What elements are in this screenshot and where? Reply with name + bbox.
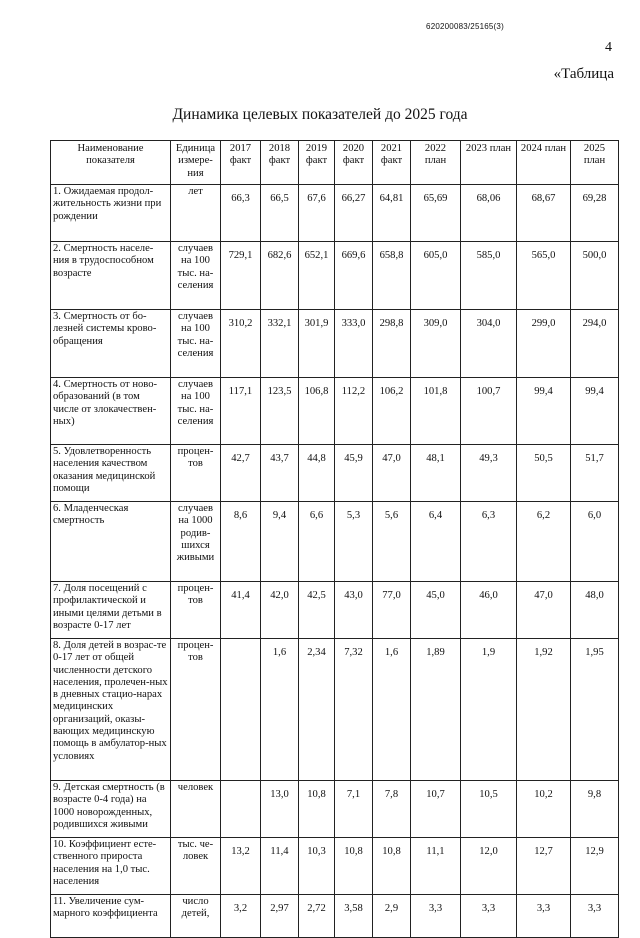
value-cell: 51,7 <box>571 445 619 502</box>
value-cell: 1,9 <box>461 639 517 781</box>
value-cell: 605,0 <box>411 242 461 310</box>
value-cell: 46,0 <box>461 582 517 639</box>
value-cell: 682,6 <box>261 242 299 310</box>
value-cell: 41,4 <box>221 582 261 639</box>
unit-cell: лет <box>171 185 221 242</box>
value-cell: 309,0 <box>411 310 461 378</box>
value-cell: 112,2 <box>335 378 373 445</box>
indicator-name-cell: 4. Смертность от ново-образований (в том числе от злокачествен-ных) <box>51 378 171 445</box>
indicator-name-cell: 3. Смертность от бо-лезней системы крово-обращения <box>51 310 171 378</box>
value-cell: 45,0 <box>411 582 461 639</box>
value-cell: 7,8 <box>373 781 411 838</box>
indicator-name-cell: 6. Младенческая смертность <box>51 502 171 582</box>
value-cell: 13,2 <box>221 838 261 895</box>
unit-cell: процен-тов <box>171 582 221 639</box>
unit-cell: случаев на 100 тыс. на-селения <box>171 378 221 445</box>
indicator-name-cell: 10. Коэффициент есте-ственного прироста населения на 1,0 тыс. населения <box>51 838 171 895</box>
value-cell: 669,6 <box>335 242 373 310</box>
table-label: «Таблица <box>553 66 614 82</box>
value-cell: 66,3 <box>221 185 261 242</box>
table-row <box>51 378 619 445</box>
column-header: 2017 факт <box>221 141 261 185</box>
column-header: 2018 факт <box>261 141 299 185</box>
value-cell: 66,5 <box>261 185 299 242</box>
value-cell: 3,3 <box>411 895 461 938</box>
indicator-name-cell: 9. Детская смертность (в возрасте 0-4 года) на 1000 новорожденных, родившихся живыми <box>51 781 171 838</box>
unit-cell: случаев на 1000 родив-шихся живыми <box>171 502 221 582</box>
table-row <box>51 781 619 838</box>
value-cell: 42,7 <box>221 445 261 502</box>
value-cell: 48,1 <box>411 445 461 502</box>
value-cell: 42,5 <box>299 582 335 639</box>
value-cell: 47,0 <box>517 582 571 639</box>
value-cell: 5,6 <box>373 502 411 582</box>
table-row <box>51 895 619 938</box>
table-row <box>51 310 619 378</box>
value-cell: 10,2 <box>517 781 571 838</box>
value-cell: 658,8 <box>373 242 411 310</box>
value-cell: 310,2 <box>221 310 261 378</box>
value-cell: 64,81 <box>373 185 411 242</box>
value-cell: 3,2 <box>221 895 261 938</box>
value-cell: 3,58 <box>335 895 373 938</box>
value-cell: 12,0 <box>461 838 517 895</box>
value-cell: 6,6 <box>299 502 335 582</box>
indicator-name-cell: 7. Доля посещений с профилактической и иными целями детьми в возрасте 0-17 лет <box>51 582 171 639</box>
column-header: 2020 факт <box>335 141 373 185</box>
value-cell: 3,3 <box>517 895 571 938</box>
value-cell: 45,9 <box>335 445 373 502</box>
value-cell: 43,0 <box>335 582 373 639</box>
value-cell: 101,8 <box>411 378 461 445</box>
value-cell: 7,32 <box>335 639 373 781</box>
value-cell: 2,97 <box>261 895 299 938</box>
value-cell: 99,4 <box>517 378 571 445</box>
column-header: 2021 факт <box>373 141 411 185</box>
value-cell: 565,0 <box>517 242 571 310</box>
value-cell: 332,1 <box>261 310 299 378</box>
value-cell: 47,0 <box>373 445 411 502</box>
unit-cell: случаев на 100 тыс. на-селения <box>171 242 221 310</box>
value-cell: 8,6 <box>221 502 261 582</box>
value-cell: 298,8 <box>373 310 411 378</box>
value-cell: 500,0 <box>571 242 619 310</box>
table-row <box>51 639 619 781</box>
value-cell: 1,95 <box>571 639 619 781</box>
value-cell: 67,6 <box>299 185 335 242</box>
value-cell: 10,8 <box>335 838 373 895</box>
indicator-name-cell: 1. Ожидаемая продол-жительность жизни при рождении <box>51 185 171 242</box>
value-cell: 68,67 <box>517 185 571 242</box>
value-cell: 5,3 <box>335 502 373 582</box>
value-cell: 49,3 <box>461 445 517 502</box>
value-cell: 1,89 <box>411 639 461 781</box>
value-cell: 652,1 <box>299 242 335 310</box>
value-cell: 65,69 <box>411 185 461 242</box>
value-cell: 13,0 <box>261 781 299 838</box>
column-header: 2022 план <box>411 141 461 185</box>
value-cell: 299,0 <box>517 310 571 378</box>
document-code: 620200083/25165(3) <box>426 22 504 31</box>
table-header-row <box>51 141 619 185</box>
value-cell: 585,0 <box>461 242 517 310</box>
value-cell: 6,4 <box>411 502 461 582</box>
column-header: 2023 план <box>461 141 517 185</box>
unit-cell: тыс. че-ловек <box>171 838 221 895</box>
value-cell: 2,9 <box>373 895 411 938</box>
value-cell: 2,72 <box>299 895 335 938</box>
value-cell: 294,0 <box>571 310 619 378</box>
table-row <box>51 185 619 242</box>
value-cell: 9,8 <box>571 781 619 838</box>
value-cell: 100,7 <box>461 378 517 445</box>
value-cell: 12,7 <box>517 838 571 895</box>
unit-cell: число детей, <box>171 895 221 938</box>
value-cell: 11,4 <box>261 838 299 895</box>
value-cell: 10,7 <box>411 781 461 838</box>
unit-cell: процен-тов <box>171 445 221 502</box>
value-cell: 6,2 <box>517 502 571 582</box>
value-cell <box>221 639 261 781</box>
column-header: Наименование показателя <box>51 141 171 185</box>
value-cell: 729,1 <box>221 242 261 310</box>
value-cell: 117,1 <box>221 378 261 445</box>
unit-cell: человек <box>171 781 221 838</box>
value-cell: 10,8 <box>299 781 335 838</box>
table-row <box>51 445 619 502</box>
value-cell: 48,0 <box>571 582 619 639</box>
value-cell: 3,3 <box>461 895 517 938</box>
value-cell: 50,5 <box>517 445 571 502</box>
indicators-table <box>50 140 619 938</box>
value-cell: 77,0 <box>373 582 411 639</box>
value-cell: 304,0 <box>461 310 517 378</box>
value-cell: 2,34 <box>299 639 335 781</box>
value-cell: 44,8 <box>299 445 335 502</box>
value-cell: 123,5 <box>261 378 299 445</box>
value-cell: 3,3 <box>571 895 619 938</box>
value-cell: 106,8 <box>299 378 335 445</box>
indicator-name-cell: 11. Увеличение сум-марного коэффициента <box>51 895 171 938</box>
value-cell: 12,9 <box>571 838 619 895</box>
value-cell: 11,1 <box>411 838 461 895</box>
value-cell: 7,1 <box>335 781 373 838</box>
value-cell: 1,6 <box>373 639 411 781</box>
value-cell: 301,9 <box>299 310 335 378</box>
table-row <box>51 502 619 582</box>
column-header: Единица измере-ния <box>171 141 221 185</box>
table-row <box>51 242 619 310</box>
indicator-name-cell: 8. Доля детей в возрас-те 0-17 лет от общей численности детского населения, пролечен-ных в дневных стацио-нарах медицинских организаций, оказы-вающих медицинскую помощь в амбулатор-ных условиях <box>51 639 171 781</box>
value-cell: 10,8 <box>373 838 411 895</box>
value-cell: 42,0 <box>261 582 299 639</box>
column-header: 2019 факт <box>299 141 335 185</box>
indicator-name-cell: 5. Удовлетворенность населения качеством оказания медицинской помощи <box>51 445 171 502</box>
value-cell: 99,4 <box>571 378 619 445</box>
value-cell: 68,06 <box>461 185 517 242</box>
value-cell: 9,4 <box>261 502 299 582</box>
value-cell: 66,27 <box>335 185 373 242</box>
value-cell: 6,3 <box>461 502 517 582</box>
indicator-name-cell: 2. Смертность населе-ния в трудоспособном возрасте <box>51 242 171 310</box>
value-cell: 10,3 <box>299 838 335 895</box>
value-cell: 106,2 <box>373 378 411 445</box>
value-cell: 6,0 <box>571 502 619 582</box>
page-number: 4 <box>605 40 612 55</box>
table-row <box>51 582 619 639</box>
column-header: 2024 план <box>517 141 571 185</box>
column-header: 2025 план <box>571 141 619 185</box>
table-row <box>51 838 619 895</box>
value-cell: 10,5 <box>461 781 517 838</box>
value-cell: 1,92 <box>517 639 571 781</box>
page-title: Динамика целевых показателей до 2025 года <box>172 106 468 123</box>
unit-cell: процен-тов <box>171 639 221 781</box>
unit-cell: случаев на 100 тыс. на-селения <box>171 310 221 378</box>
value-cell: 43,7 <box>261 445 299 502</box>
value-cell <box>221 781 261 838</box>
value-cell: 333,0 <box>335 310 373 378</box>
value-cell: 1,6 <box>261 639 299 781</box>
value-cell: 69,28 <box>571 185 619 242</box>
